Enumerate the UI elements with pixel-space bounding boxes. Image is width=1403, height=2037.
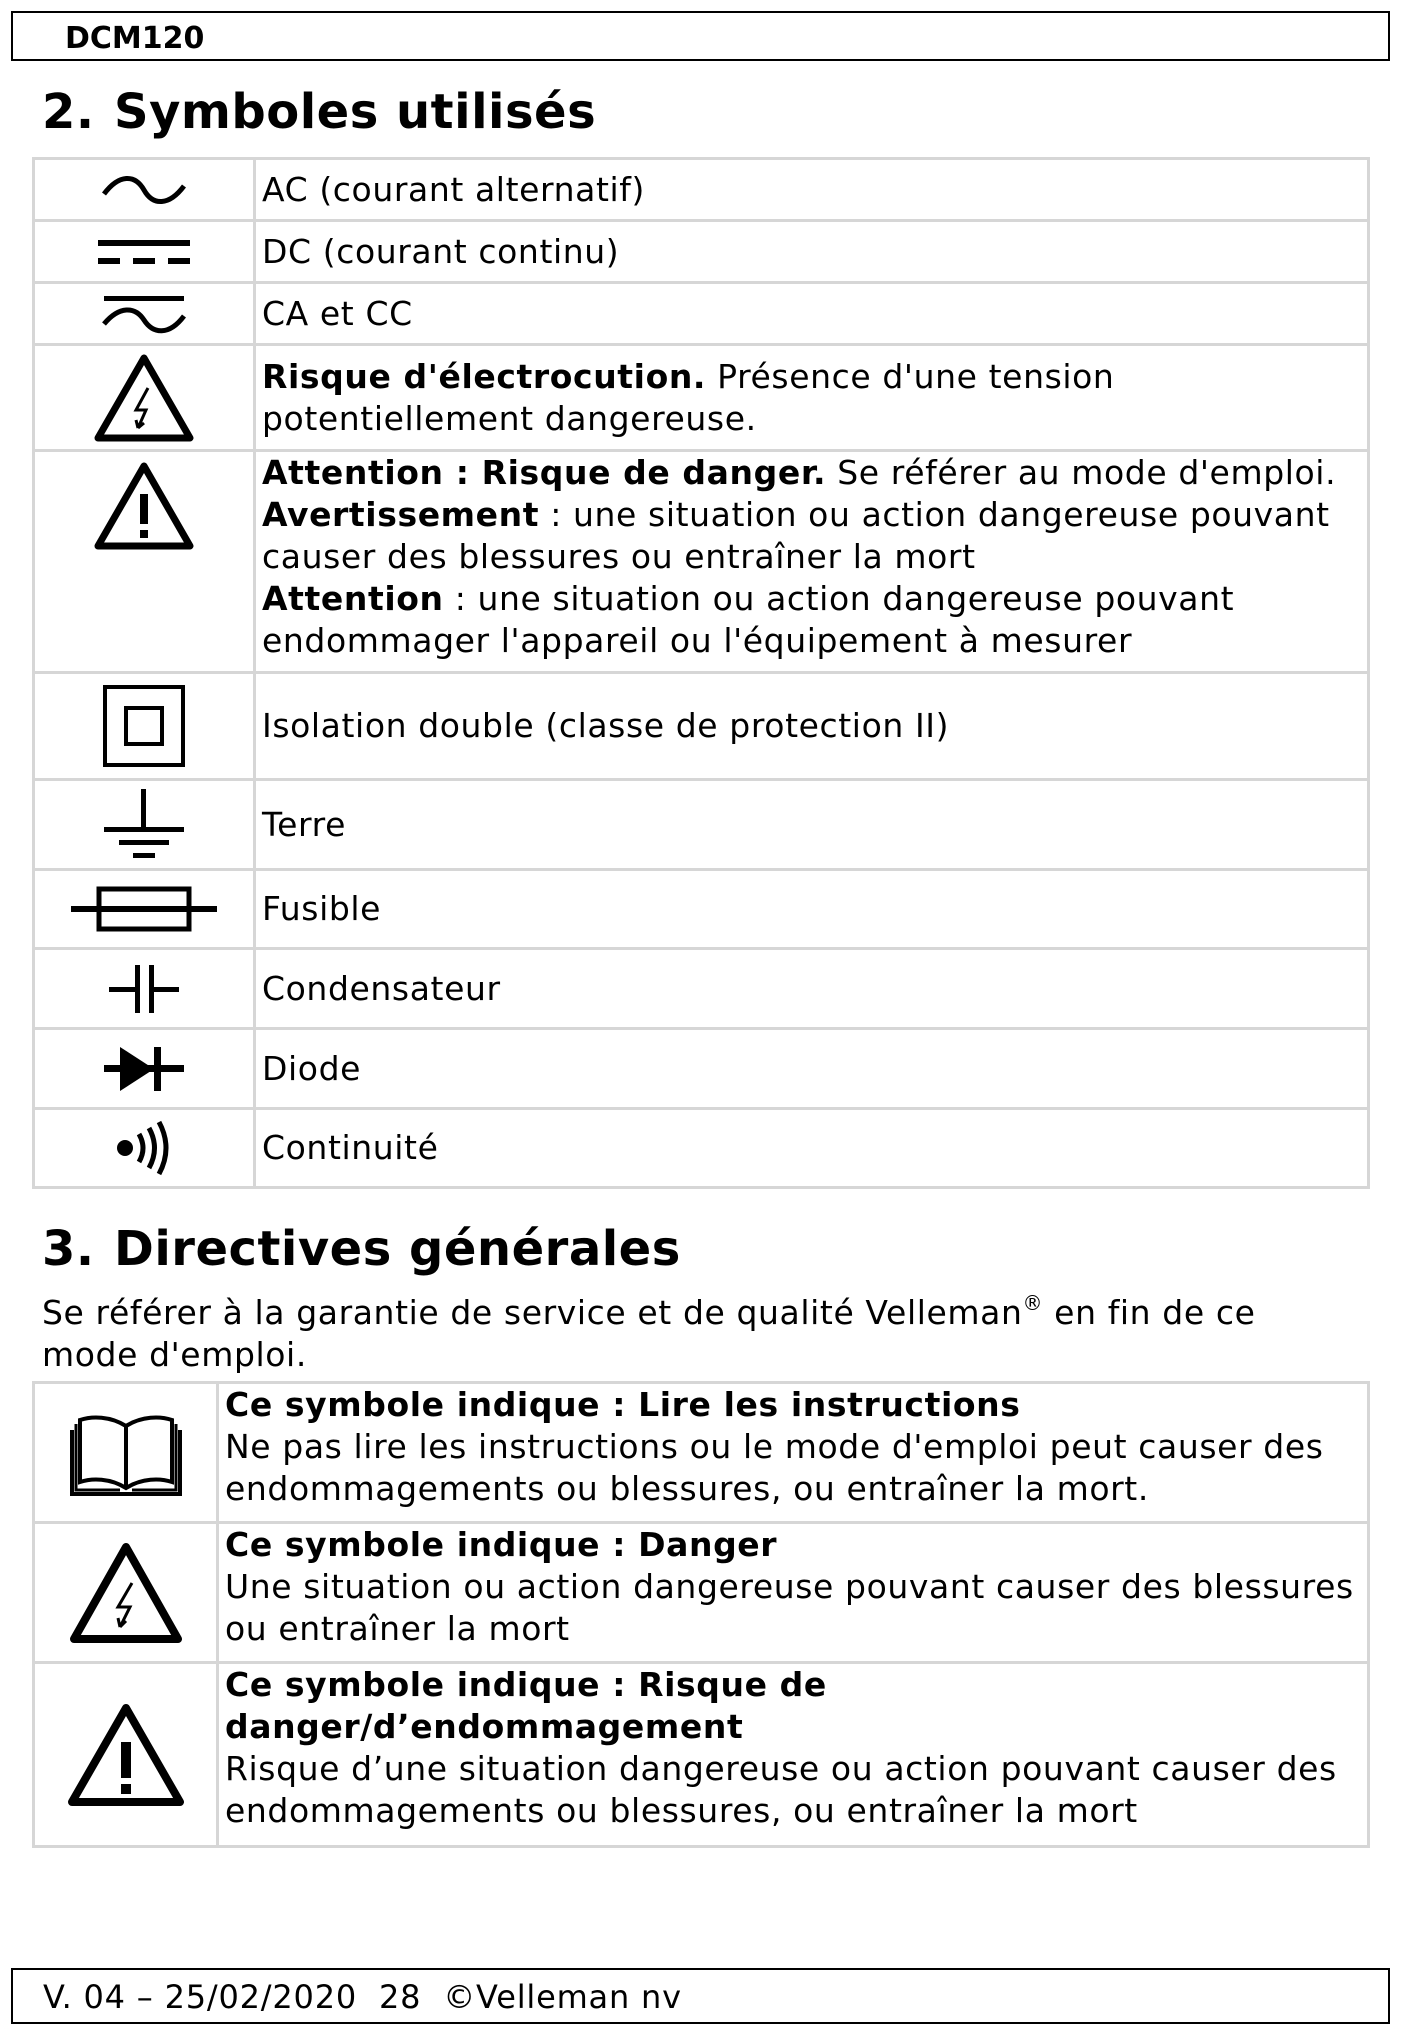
guideline-description xyxy=(218,1383,1369,1523)
registered-mark: ® xyxy=(1022,1291,1044,1315)
intro-paragraph xyxy=(42,1292,1362,1376)
description-line xyxy=(262,452,1357,494)
guideline-description xyxy=(218,1663,1369,1847)
symbol-description: Terre xyxy=(255,780,1369,870)
footer-text: V. 04 – 25/02/2020 28 ©Velleman nv xyxy=(43,1978,682,2016)
bold-text: Ce symbole indique : Danger xyxy=(225,1525,778,1564)
intro-text-end: en fin de ce mode d'emploi. xyxy=(42,1293,1256,1374)
guideline-text: Une situation ou action dangereuse pouvant causer des blessures ou entraîner la mort xyxy=(225,1567,1354,1648)
section-2-heading xyxy=(42,84,596,140)
symbols-table xyxy=(32,157,1370,1189)
ac-sine-icon xyxy=(99,170,189,210)
fuse-icon xyxy=(69,884,219,934)
symbol-description: CA et CC xyxy=(255,283,1369,345)
symbol-cell xyxy=(34,451,255,673)
body-text: : une situation ou action dangereuse pouvant endommager l'appareil ou l'équipement à mesurer xyxy=(262,579,1235,660)
symbol-cell xyxy=(34,870,255,949)
guidelines-table xyxy=(32,1381,1370,1848)
capacitor-icon xyxy=(107,963,181,1015)
guideline-description xyxy=(218,1523,1369,1663)
bold-text: Attention xyxy=(262,579,444,618)
description-line xyxy=(262,578,1357,662)
symbol-description: Diode xyxy=(255,1029,1369,1109)
symbol-cell xyxy=(34,221,255,283)
symbol-cell xyxy=(34,780,255,870)
symbol-description: Isolation double (classe de protection II) xyxy=(255,673,1369,780)
symbol-cell xyxy=(34,345,255,451)
symbol-description xyxy=(255,451,1369,673)
table-row xyxy=(34,1663,1369,1847)
guideline-title xyxy=(225,1384,1357,1426)
bold-text: Ce symbole indique : Risque de danger/d’endommagement xyxy=(225,1665,827,1746)
section-number: 3. xyxy=(42,1221,95,1277)
table-row xyxy=(34,673,1369,780)
ac-dc-icon xyxy=(99,292,189,336)
double-insulation-icon xyxy=(102,684,186,768)
guideline-title xyxy=(225,1664,1357,1748)
table-row xyxy=(34,1109,1369,1188)
table-row xyxy=(34,1029,1369,1109)
table-row xyxy=(34,283,1369,345)
body-text: : une situation ou action dangereuse pouvant causer des blessures ou entraîner la mort xyxy=(262,495,1330,576)
guideline-text: Ne pas lire les instructions ou le mode d'emploi peut causer des endommagements ou blessures, ou entraîner la mort. xyxy=(225,1427,1324,1508)
table-row xyxy=(34,1523,1369,1663)
symbol-description xyxy=(255,345,1369,451)
symbol-description: DC (courant continu) xyxy=(255,221,1369,283)
symbol-cell xyxy=(34,949,255,1029)
section-number: 2. xyxy=(42,84,95,140)
risk-damage-warning-icon xyxy=(66,1702,186,1808)
section-title: Symboles utilisés xyxy=(114,84,597,140)
description-line xyxy=(262,494,1357,578)
table-row xyxy=(34,451,1369,673)
bold-text: Ce symbole indique : Lire les instructions xyxy=(225,1385,1021,1424)
dc-icon xyxy=(96,234,192,270)
symbol-description: Fusible xyxy=(255,870,1369,949)
model-label: DCM120 xyxy=(65,21,205,56)
table-row xyxy=(34,780,1369,870)
table-row xyxy=(34,949,1369,1029)
danger-shock-icon xyxy=(68,1541,184,1645)
symbol-description: Continuité xyxy=(255,1109,1369,1188)
page-header xyxy=(11,11,1390,61)
table-row xyxy=(34,221,1369,283)
section-title: Directives générales xyxy=(114,1221,681,1277)
symbol-cell xyxy=(34,1663,218,1847)
section-3-heading xyxy=(42,1221,681,1277)
table-row xyxy=(34,870,1369,949)
intro-text: Se référer à la garantie de service et de qualité Velleman xyxy=(42,1293,1023,1332)
diode-icon xyxy=(102,1043,186,1095)
bold-text: Avertissement xyxy=(262,495,540,534)
guideline-title xyxy=(225,1524,1357,1566)
symbol-cell xyxy=(34,1383,218,1523)
table-row xyxy=(34,1383,1369,1523)
electric-shock-warning-icon xyxy=(92,352,196,444)
table-row xyxy=(34,345,1369,451)
bold-text: Risque d'électrocution. xyxy=(262,356,707,396)
bold-text: Attention : Risque de danger. xyxy=(262,453,827,492)
symbol-cell xyxy=(34,1029,255,1109)
symbol-cell xyxy=(34,1523,218,1663)
symbol-description: AC (courant alternatif) xyxy=(255,159,1369,221)
symbol-cell xyxy=(34,283,255,345)
symbol-cell xyxy=(34,159,255,221)
continuity-icon xyxy=(111,1118,177,1178)
ground-icon xyxy=(102,787,186,863)
symbol-cell xyxy=(34,673,255,780)
caution-warning-icon xyxy=(92,460,196,552)
symbol-description: Condensateur xyxy=(255,949,1369,1029)
symbol-cell xyxy=(34,1109,255,1188)
read-manual-book-icon xyxy=(70,1410,182,1496)
table-row xyxy=(34,159,1369,221)
body-text: Présence d'une tension potentiellement dangereuse. xyxy=(262,356,1115,438)
body-text: Se référer au mode d'emploi. xyxy=(826,453,1337,492)
guideline-text: Risque d’une situation dangereuse ou action pouvant causer des endommagements ou blessures, ou entraîner la mort xyxy=(225,1749,1337,1830)
page-footer xyxy=(11,1968,1390,2024)
